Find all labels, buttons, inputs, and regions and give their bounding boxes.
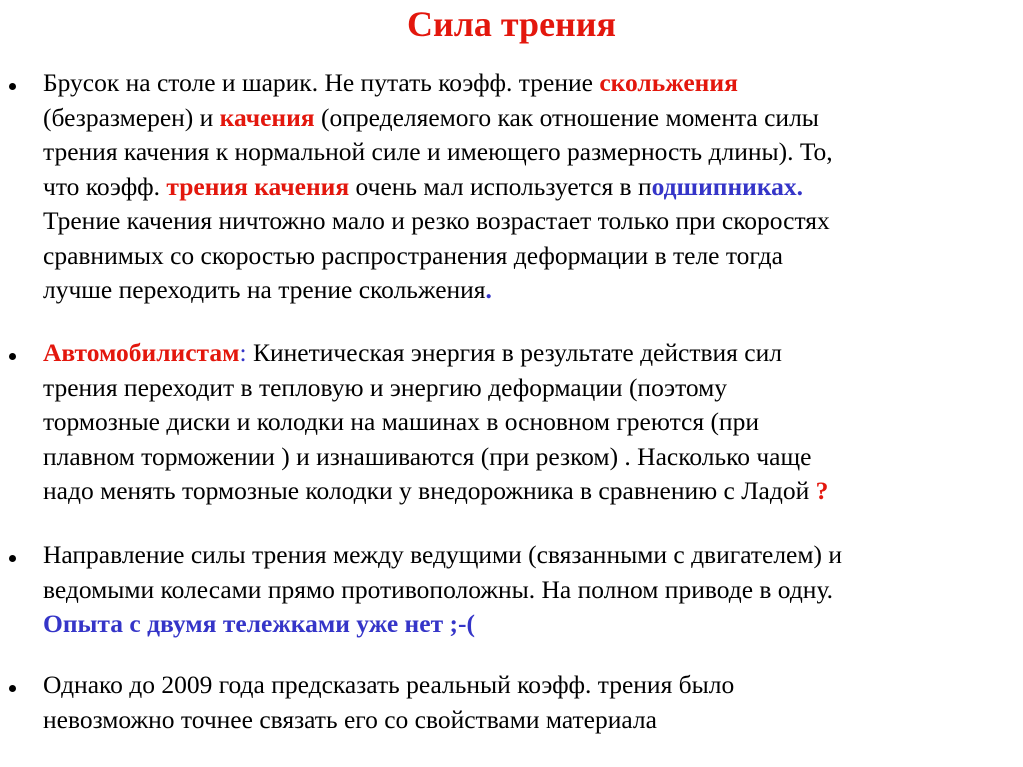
text-line (43, 440, 1019, 475)
highlight-question: ? (815, 476, 829, 505)
text-line (43, 204, 1019, 239)
text-run: Направление силы трения между ведущими (связанными с двигателем) и (43, 540, 843, 569)
text-run: Трение качения ничтожно мало и резко возрастает только при скоростях (43, 206, 830, 235)
text-run: надо менять тормозные колодки у внедорожника в сравнению с Ладой (43, 476, 816, 505)
text-run: трения переходит в тепловую и энергию деформации (поэтому (43, 372, 728, 402)
slide-title: Сила трения (406, 4, 617, 44)
text-run: тормозные диски и колодки на машинах в основном греются (при (43, 407, 759, 436)
text-run: лучше переходить на трение скольжения (43, 275, 486, 304)
bullet-dot-icon (9, 353, 16, 360)
text-run: Брусок на столе и шарик. Не путать коэфф. трение (43, 68, 600, 97)
text-run: трения качения к нормальной силе и имеющего размерность длины). То, (43, 137, 833, 166)
bullet-text (43, 668, 1019, 737)
text-run: сравнимых со скоростью распространения деформации в теле тогда (43, 240, 783, 270)
bullet-dot-icon (9, 685, 16, 692)
text-run: невозможно точнее связать его со свойствами материала (43, 704, 657, 734)
text-line (43, 336, 1019, 371)
text-line (43, 66, 1019, 101)
text-run: что коэфф. (43, 171, 167, 201)
text-line (43, 273, 1019, 308)
text-line (43, 101, 1019, 136)
text-line (43, 170, 1019, 205)
text-run: (безразмерен) и (43, 102, 220, 132)
text-line (43, 668, 1019, 703)
bullet-dot-icon (9, 83, 16, 90)
highlight-rolling: качения (219, 102, 315, 132)
text-run: плавном торможении ) и изнашиваются (при резком) . Насколько чаще (43, 441, 812, 471)
text-line (43, 135, 1019, 170)
text-line (43, 538, 1019, 573)
highlight-motorists: Автомобилистам (43, 338, 240, 367)
text-line (43, 405, 1019, 440)
highlight-period: . (485, 275, 492, 304)
highlight-colon: : (239, 338, 247, 367)
highlight-rolling-friction: трения качения (166, 171, 350, 201)
text-line (43, 703, 1019, 738)
bullet-text (43, 66, 1019, 308)
text-run: Однако до 2009 года предсказать реальный коэфф. трения было (43, 670, 735, 699)
text-line (43, 371, 1019, 406)
highlight-bearings: одшипниках. (651, 171, 804, 201)
bullet-dot-icon (9, 555, 16, 562)
text-run: Кинетическая энергия в результате действия сил (246, 338, 782, 367)
text-line (43, 607, 1019, 642)
bullet-text (43, 538, 1019, 642)
text-line (43, 573, 1019, 608)
text-line (43, 239, 1019, 274)
text-run: ведомыми колесами прямо противоположны. На полном приводе в одну. (43, 574, 834, 604)
highlight-sliding: скольжения (599, 68, 738, 97)
text-run: очень мал используется в п (349, 171, 652, 201)
text-line (43, 474, 1019, 509)
bullet-text (43, 336, 1019, 509)
highlight-experiment: Опыта с двумя тележками уже нет ;-( (43, 609, 475, 638)
text-run: (определяемого как отношение момента силы (314, 102, 819, 132)
